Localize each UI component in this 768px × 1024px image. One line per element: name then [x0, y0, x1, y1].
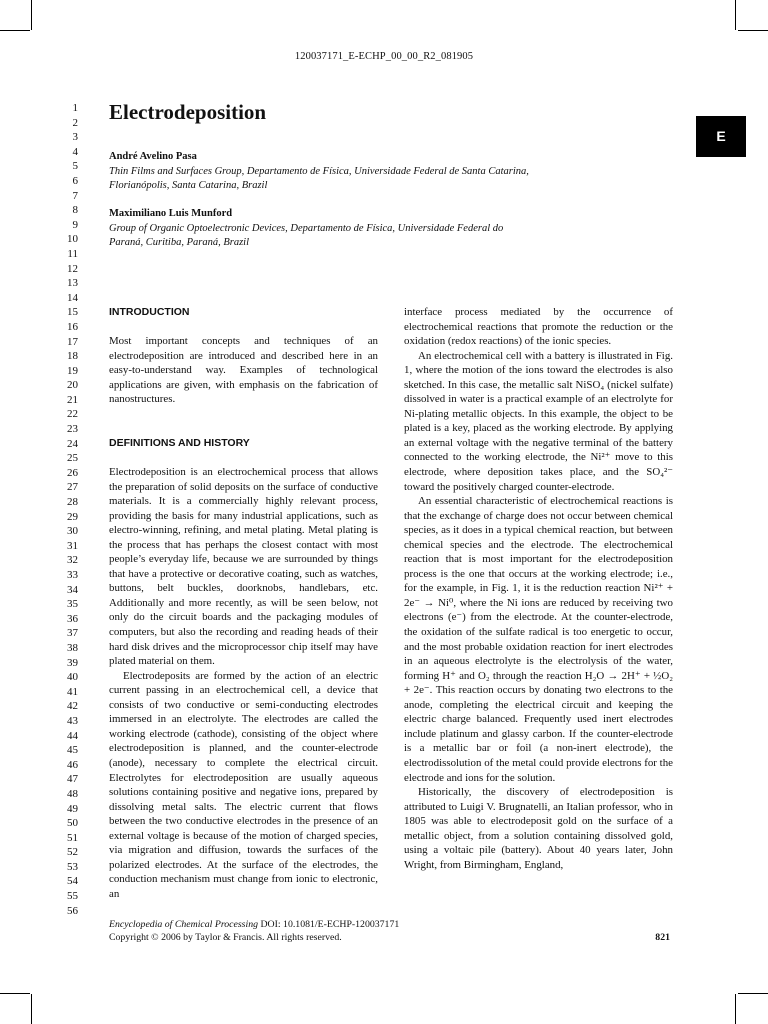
- right-column: [404, 305, 673, 872]
- line-number: 45: [67, 744, 78, 757]
- line-number: 31: [67, 539, 78, 552]
- line-number: 16: [67, 320, 78, 333]
- line-number: 47: [67, 773, 78, 786]
- line-number: 37: [67, 627, 78, 640]
- article-title: Electrodeposition: [109, 100, 267, 124]
- line-number: 27: [67, 481, 78, 494]
- manuscript-code: 120037171_E-ECHP_00_00_R2_081905: [294, 51, 474, 62]
- line-number: 15: [67, 306, 78, 319]
- line-number: 33: [67, 569, 78, 581]
- page-footer: [109, 919, 670, 944]
- line-number: 54: [67, 875, 78, 888]
- section-heading-definitions: DEFINITIONS AND HISTORY: [109, 436, 250, 449]
- line-number: 23: [67, 423, 78, 436]
- paragraph: Most important concepts and techniques of an electrodeposition are introduced and described here in an easy-to-understand way. Examples of technological applications are given, with emphasis on the fabrication of nanostructures.: [109, 335, 378, 406]
- line-number: 29: [67, 510, 78, 523]
- line-number: 26: [67, 466, 78, 479]
- line-number: 9: [72, 218, 78, 231]
- line-number: 30: [67, 525, 78, 538]
- line-number: 5: [72, 160, 78, 173]
- line-number: 7: [72, 189, 78, 202]
- crop-mark: [738, 993, 768, 994]
- crop-mark: [735, 994, 736, 1024]
- author-name: Maximiliano Luis Munford: [109, 208, 233, 219]
- line-number: 25: [67, 452, 78, 465]
- author-affiliation: Group of Organic Optoelectronic Devices, Departamento de Física, Universidade Federal do Paraná, Curitiba, Paraná, Brazil: [109, 222, 504, 248]
- author-block: [109, 207, 529, 251]
- line-number: 49: [67, 802, 78, 815]
- paragraph: Historically, the discovery of electrodeposition is attributed to Luigi V. Brugnatelli, an Italian professor, who in 1805 was able to electrodeposit gold on the surface of a metallic object, from a solution containing dissolved gold, using a voltaic pile (battery). About 40 years later, John Wright, from Birmingham, England,: [404, 786, 673, 871]
- line-number: 3: [72, 131, 78, 144]
- line-number: 38: [67, 641, 78, 654]
- crop-mark: [31, 994, 32, 1024]
- crop-mark: [738, 30, 768, 31]
- journal-name: Encyclopedia of Chemical Processing: [109, 919, 259, 930]
- line-number: 56: [67, 904, 78, 917]
- line-number: 55: [67, 890, 78, 903]
- line-number: 40: [67, 671, 78, 684]
- line-number: 44: [67, 729, 78, 742]
- section-heading-introduction: INTRODUCTION: [109, 306, 190, 318]
- author-affiliation: Thin Films and Surfaces Group, Departamento de Física, Universidade Federal de Santa Catarina, Florianópolis, Santa Catarina, Brazil: [109, 165, 529, 191]
- line-number: 35: [67, 598, 78, 611]
- line-number: 21: [67, 393, 78, 406]
- line-number: 17: [67, 335, 78, 348]
- line-number: 4: [72, 145, 78, 158]
- line-number: 41: [67, 685, 78, 698]
- line-number: 34: [67, 583, 78, 596]
- paragraph: An essential characteristic of electrochemical reactions is that the exchange of charge does not occur between chemical species, as it does in a typical chemical reaction, but between chemical species and the electrode. The electrochemical reaction that is most important for the electrodeposition process is the one that occurs at the working electrode; i.e., for the example, in Fig. 1, it is the reduction reaction Ni²⁺ + 2e⁻ → Ni⁰, where the Ni ions are reduced by receiving two electrons (e⁻) from the electrode. At the counter-electrode, the oxidation of the sulfate radical is too energetic to occur, and the most probable oxidation reaction for inert electrodes in an aqueous electrolyte is the electrolysis of the water, forming H⁺ and O₂ through the reaction H₂O → 2H⁺ + ½O₂ + 2e⁻. This reaction occurs by donating two electrons to the anode, completing the electrical circuit and keeping the electric charge balanced. Frequently used inert electrodes include platinum and glassy carbon. If the counter-electrode is a metallic bar or foil (a non-inert electrode), the electrodissolution of the metal could provide electrons for the electrode and ions for the solution.: [404, 495, 673, 784]
- line-number: 18: [67, 350, 78, 363]
- line-number: 28: [67, 496, 78, 509]
- paragraph: interface process mediated by the occurrence of electrochemical reactions that promote the reduction or the oxidation (redox reactions) of the ionic species.: [404, 306, 673, 348]
- crop-mark: [0, 30, 30, 31]
- line-number: 20: [67, 379, 78, 392]
- crop-mark: [31, 0, 32, 30]
- copyright: Copyright © 2006 by Taylor & Francis. All rights reserved.: [109, 931, 342, 943]
- line-number: 42: [67, 700, 78, 713]
- line-number: 48: [67, 787, 78, 800]
- line-number: 19: [67, 364, 78, 377]
- line-number: 6: [72, 174, 78, 187]
- line-number: 11: [67, 247, 78, 260]
- line-number: 50: [67, 817, 78, 830]
- line-number: 51: [67, 831, 78, 844]
- line-number: 13: [67, 277, 78, 290]
- line-number: 10: [67, 233, 78, 246]
- line-number: 12: [67, 262, 78, 275]
- paragraph: Electrodeposition is an electrochemical process that allows the preparation of solid deposits on the surface of conductive materials. It is a commercially highly relevant process, providing the basis for many industrial applications, such as electro-winning, refining, and metal plating. Metal plating is the process that has perhaps the closest contact with most people’s everyday life, because we are surrounded by things that have a protective or decorative coating, such as watches, buttons, belt buckles, doorknobs, handlebars, etc. Additionally and more recently, as will be seen below, not only do the circuit boards and the packaging modules of computers, but also the recording and reading heads of their hard disk drives and the microprocessor chip itself may have plated material on them.: [109, 466, 378, 668]
- page-number: 821: [655, 931, 670, 943]
- doi: DOI: 10.1081/E-ECHP-120037171: [258, 919, 400, 930]
- line-number: 43: [67, 714, 78, 727]
- line-number: 8: [72, 204, 78, 217]
- line-number: 1: [72, 102, 78, 114]
- left-column: [109, 305, 378, 901]
- line-number: 46: [67, 758, 78, 771]
- author-block: [109, 150, 529, 194]
- line-number: 53: [67, 860, 78, 873]
- line-number: 14: [67, 291, 78, 304]
- crop-mark: [0, 993, 30, 994]
- line-number: 24: [67, 437, 78, 450]
- line-number: 52: [67, 846, 78, 859]
- paragraph: Electrodeposits are formed by the action of an electric current passing in an electrochemical cell, a device that consists of two conductive or semi-conducting electrodes immersed in an electrolyte. The electrodes are called the working electrode (cathode), consisting of the object where electrodeposition is planned, and the counter-electrode (anode), necessary to complete the electrical circuit. Electrolytes for electrodeposition are usually aqueous solutions containing positive and negative ions, prepared by dissolving metal salts. The electric current that flows between the two conductive electrodes in the presence of an external voltage is because of the motion of charged species, via migration and diffusion, towards the surfaces of the polarized electrodes. At the surface of the electrodes, the conduction mechanism must change from ionic to electronic, an: [109, 669, 378, 900]
- line-number: 39: [67, 656, 78, 669]
- author-name: André Avelino Pasa: [109, 151, 197, 162]
- section-tab: E: [696, 116, 746, 157]
- paragraph: An electrochemical cell with a battery is illustrated in Fig. 1, where the motion of the ions toward the electrodes is also sketched. In this case, the metallic salt NiSO₄ (nickel sulfate) dissolved in water is a practical example of an electrolyte for Ni-plating metallic objects. In this example, the object to be plated is a key, placed as the working electrode. By applying an external voltage with the negative terminal of the battery connected to the working electrode, the Ni²⁺ move to this electrode, where deposition takes place, and the SO₄²⁻ toward the positively charged counter-electrode.: [404, 349, 673, 493]
- line-numbers: [56, 101, 78, 918]
- line-number: 22: [67, 408, 78, 421]
- line-number: 36: [67, 612, 78, 625]
- line-number: 2: [72, 116, 78, 129]
- crop-mark: [735, 0, 736, 30]
- line-number: 32: [67, 554, 78, 567]
